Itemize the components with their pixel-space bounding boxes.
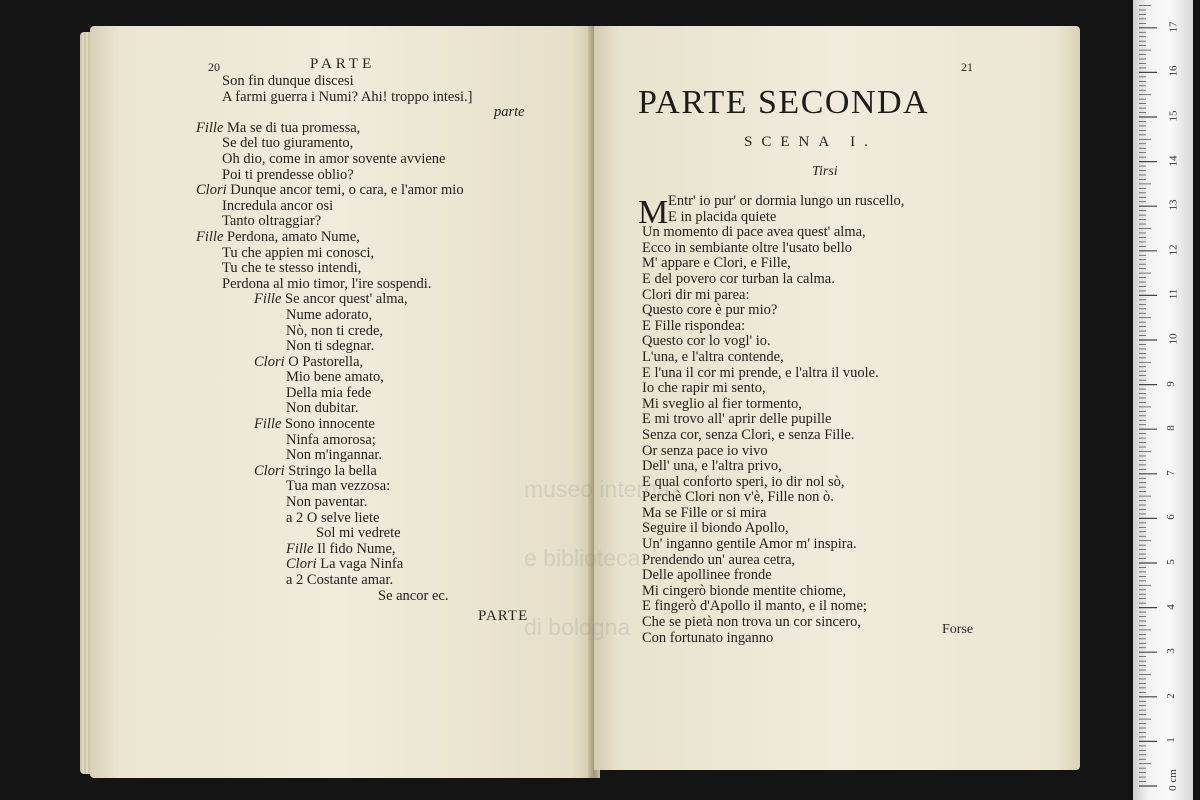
verse-line (642, 366, 904, 382)
measuring-ruler (1133, 0, 1193, 800)
verse-text: Il fido Nume, (317, 540, 396, 557)
verse-text: Tanto oltraggiar? (222, 213, 322, 230)
verse-line (642, 537, 904, 553)
page-title: PARTE SECONDA (638, 84, 930, 121)
verse-line (222, 74, 525, 90)
verse-text: Delle apollinee fronde (642, 567, 772, 584)
verse-line (222, 261, 525, 277)
verse-line (254, 464, 525, 480)
verse-text: Della mia fede (286, 384, 372, 401)
right-page-text (642, 194, 904, 646)
verse-line (642, 225, 904, 241)
verse-text: Son fin dunque discesi (222, 73, 354, 89)
verse-text: Dell' una, e l'altra privo, (642, 458, 782, 475)
ruler-ticks (1133, 0, 1193, 800)
verse-line (286, 448, 525, 464)
speaker-name: Fille (286, 540, 318, 557)
left-catchword: PARTE (478, 608, 529, 624)
verse-line (196, 183, 525, 199)
verse-text: L'una, e l'altra contende, (642, 348, 784, 365)
verse-line (494, 105, 525, 121)
verse-text: Non m'ingannar. (286, 447, 383, 464)
speaker-name: Fille (254, 416, 286, 433)
left-page-text (196, 73, 525, 604)
verse-line (222, 214, 525, 230)
verse-line (642, 428, 904, 444)
verse-text: Questo cor lo vogl' io. (642, 333, 771, 350)
verse-text: M' appare e Clori, e Fille, (642, 255, 791, 272)
ruler-number: 5 (1164, 559, 1177, 565)
verse-text: Mi sveglio al fier tormento, (642, 395, 802, 412)
drop-cap: M (638, 194, 669, 231)
verse-line (668, 194, 904, 210)
verse-text: Questo core è pur mio? (642, 302, 778, 319)
verse-line (642, 599, 904, 615)
watermark-line: di bologna (524, 614, 631, 640)
verse-line (642, 568, 904, 584)
verse-line (642, 459, 904, 475)
verse-text: Un momento di pace avea quest' alma, (642, 224, 866, 241)
verse-line (222, 152, 525, 168)
verse-line (642, 631, 904, 647)
verse-line (642, 521, 904, 537)
verse-text: Perdona, amato Nume, (227, 228, 360, 245)
verse-text: Se ancor ec. (378, 587, 449, 604)
verse-text: Sol mi vedrete (316, 525, 401, 542)
verse-text: Se ancor quest' alma, (285, 291, 408, 308)
verse-line (196, 230, 525, 246)
verse-text: Tu che te stesso intendi, (222, 260, 362, 277)
verse-line (642, 350, 904, 366)
left-page-number: 20 (208, 60, 220, 74)
verse-text: Ninfa amorosa; (286, 431, 376, 448)
verse-text: E l'una il cor mi prende, e l'altra il vuole. (642, 364, 879, 381)
verse-line (196, 121, 525, 137)
verse-line (642, 303, 904, 319)
ruler-number: 13 (1167, 199, 1180, 211)
verse-text: Con fortunato inganno (642, 629, 774, 646)
verse-line (222, 136, 525, 152)
verse-text: Poi ti prendesse oblio? (222, 166, 354, 183)
watermark-line: e biblioteca (524, 545, 641, 571)
verse-text: E del povero cor turban la calma. (642, 270, 835, 287)
verse-line (286, 557, 525, 573)
left-page (90, 26, 592, 778)
verse-text: Non dubitar. (286, 400, 359, 417)
verse-line (286, 386, 525, 402)
verse-text: Se del tuo giuramento, (222, 135, 354, 152)
verse-line (286, 433, 525, 449)
verse-text: Oh dio, come in amor sovente avviene (222, 150, 446, 167)
verse-text: Or senza pace io vivo (642, 442, 768, 459)
verse-line (222, 199, 525, 215)
verse-line (642, 475, 904, 491)
ruler-number: 1 (1164, 737, 1177, 744)
ruler-number: 10 (1167, 333, 1180, 345)
verse-line (316, 526, 525, 542)
verse-line (254, 417, 525, 433)
verse-line (286, 573, 525, 589)
verse-line (286, 479, 525, 495)
scene-heading: SCENA I. (744, 134, 877, 150)
watermark-line: museo internaz (524, 476, 682, 502)
ruler-number: 14 (1167, 155, 1180, 167)
ruler-number: 4 (1164, 603, 1177, 610)
verse-text: O Pastorella, (288, 353, 364, 370)
ruler-unit-label: 0 cm (1166, 769, 1179, 791)
verse-line (642, 381, 904, 397)
verse-line (378, 589, 525, 605)
verse-line (642, 319, 904, 335)
verse-text: E fingerò d'Apollo il manto, e il nome; (642, 598, 867, 615)
verse-line (286, 401, 525, 417)
ruler-number: 3 (1164, 648, 1177, 654)
verse-line (642, 553, 904, 569)
verse-text: Clori dir mi parea: (642, 286, 750, 303)
verse-line (642, 288, 904, 304)
ruler-number: 2 (1164, 693, 1177, 699)
ruler-number: 12 (1167, 244, 1180, 256)
speaker-name: Clori (254, 353, 289, 370)
speaker-name: Clori (286, 556, 321, 573)
verse-text: Stringo la bella (288, 462, 377, 479)
verse-text: Tu che appien mi conosci, (222, 244, 375, 261)
speaker-name: Fille (196, 119, 228, 136)
verse-line (668, 210, 904, 226)
verse-text: Sono innocente (285, 416, 375, 433)
verse-line (642, 412, 904, 428)
verse-text: Che se pietà non trova un cor sincero, (642, 614, 862, 631)
verse-text: a 2 Costante amar. (286, 572, 394, 588)
verse-text: Non ti sdegnar. (286, 338, 375, 355)
verse-text: Ma se Fille or si mira (642, 504, 767, 521)
ruler-number: 7 (1164, 470, 1177, 476)
left-running-head: PARTE (310, 56, 376, 72)
verse-text: Tua man vezzosa: (286, 478, 391, 495)
verse-line (222, 277, 525, 293)
speaker-name: Fille (196, 228, 228, 245)
verse-line (642, 256, 904, 272)
verse-line (642, 615, 904, 631)
verse-line (642, 334, 904, 350)
verse-text: Nò, non ti crede, (286, 322, 384, 339)
right-page-number: 21 (961, 60, 973, 74)
verse-text: Prendendo un' aurea cetra, (642, 551, 796, 568)
verse-text: Dunque ancor temi, o cara, e l'amor mio (230, 182, 464, 199)
verse-text: Mi cingerò bionde mentite chiome, (642, 582, 847, 599)
verse-text: E mi trovo all' aprir delle pupille (642, 411, 832, 428)
verse-line (642, 397, 904, 413)
verse-line (642, 490, 904, 506)
verse-text: Io che rapir mi sento, (642, 380, 766, 397)
verse-line (286, 324, 525, 340)
verse-text: Ecco in sembiante oltre l'usato bello (642, 239, 852, 256)
verse-line (642, 272, 904, 288)
verse-text: Nume adorato, (286, 306, 373, 323)
ruler-number: 17 (1167, 21, 1180, 33)
right-catchword: Forse (942, 622, 974, 637)
verse-text: E in placida quiete (668, 208, 777, 225)
speaker-name: Fille (254, 291, 286, 308)
verse-line (286, 511, 525, 527)
verse-text: Entr' io pur' or dormia lungo un ruscello, (668, 193, 905, 209)
verse-line (286, 308, 525, 324)
verse-line (254, 292, 525, 308)
ruler-number: 11 (1167, 289, 1180, 300)
verse-text: Senza cor, senza Clori, e senza Fille. (642, 426, 855, 443)
verse-line (286, 339, 525, 355)
verse-text: Incredula ancor osi (222, 197, 334, 214)
verse-text: E Fille rispondea: (642, 317, 746, 334)
verse-text: parte (494, 104, 525, 121)
verse-text: Perdona al mio timor, l'ire sospendi. (222, 275, 432, 292)
verse-line (222, 246, 525, 262)
verse-line (642, 241, 904, 257)
verse-text: A farmi guerra i Numi? Ahi! troppo intesi.] (222, 88, 473, 105)
speaker-name: Clori (254, 462, 289, 479)
verse-line (642, 584, 904, 600)
verse-line (286, 542, 525, 558)
verse-text: Mio bene amato, (286, 369, 384, 386)
verse-line (254, 355, 525, 371)
ruler-number: 16 (1167, 65, 1180, 77)
ruler-number: 8 (1164, 425, 1177, 431)
speaker-heading: Tirsi (812, 164, 838, 179)
verse-text: Un' inganno gentile Amor m' inspira. (642, 536, 857, 553)
verse-text: Non paventar. (286, 494, 368, 511)
watermark (524, 432, 681, 685)
speaker-name: Clori (196, 182, 231, 199)
verse-line (286, 370, 525, 386)
verse-line (286, 495, 525, 511)
verse-text: E qual conforto speri, io dir nol sò, (642, 473, 845, 490)
verse-line (222, 90, 525, 106)
verse-text: a 2 O selve liete (286, 509, 380, 526)
verse-line (642, 444, 904, 460)
ruler-number: 6 (1164, 514, 1177, 521)
ruler-number: 9 (1164, 380, 1177, 387)
verse-text: Ma se di tua promessa, (227, 119, 361, 136)
verse-text: La vaga Ninfa (320, 556, 404, 573)
verse-line (222, 168, 525, 184)
ruler-number: 15 (1167, 110, 1180, 122)
verse-text: Seguire il biondo Apollo, (642, 520, 789, 537)
verse-line (642, 506, 904, 522)
verse-text: Perchè Clori non v'è, Fille non ò. (642, 489, 834, 506)
